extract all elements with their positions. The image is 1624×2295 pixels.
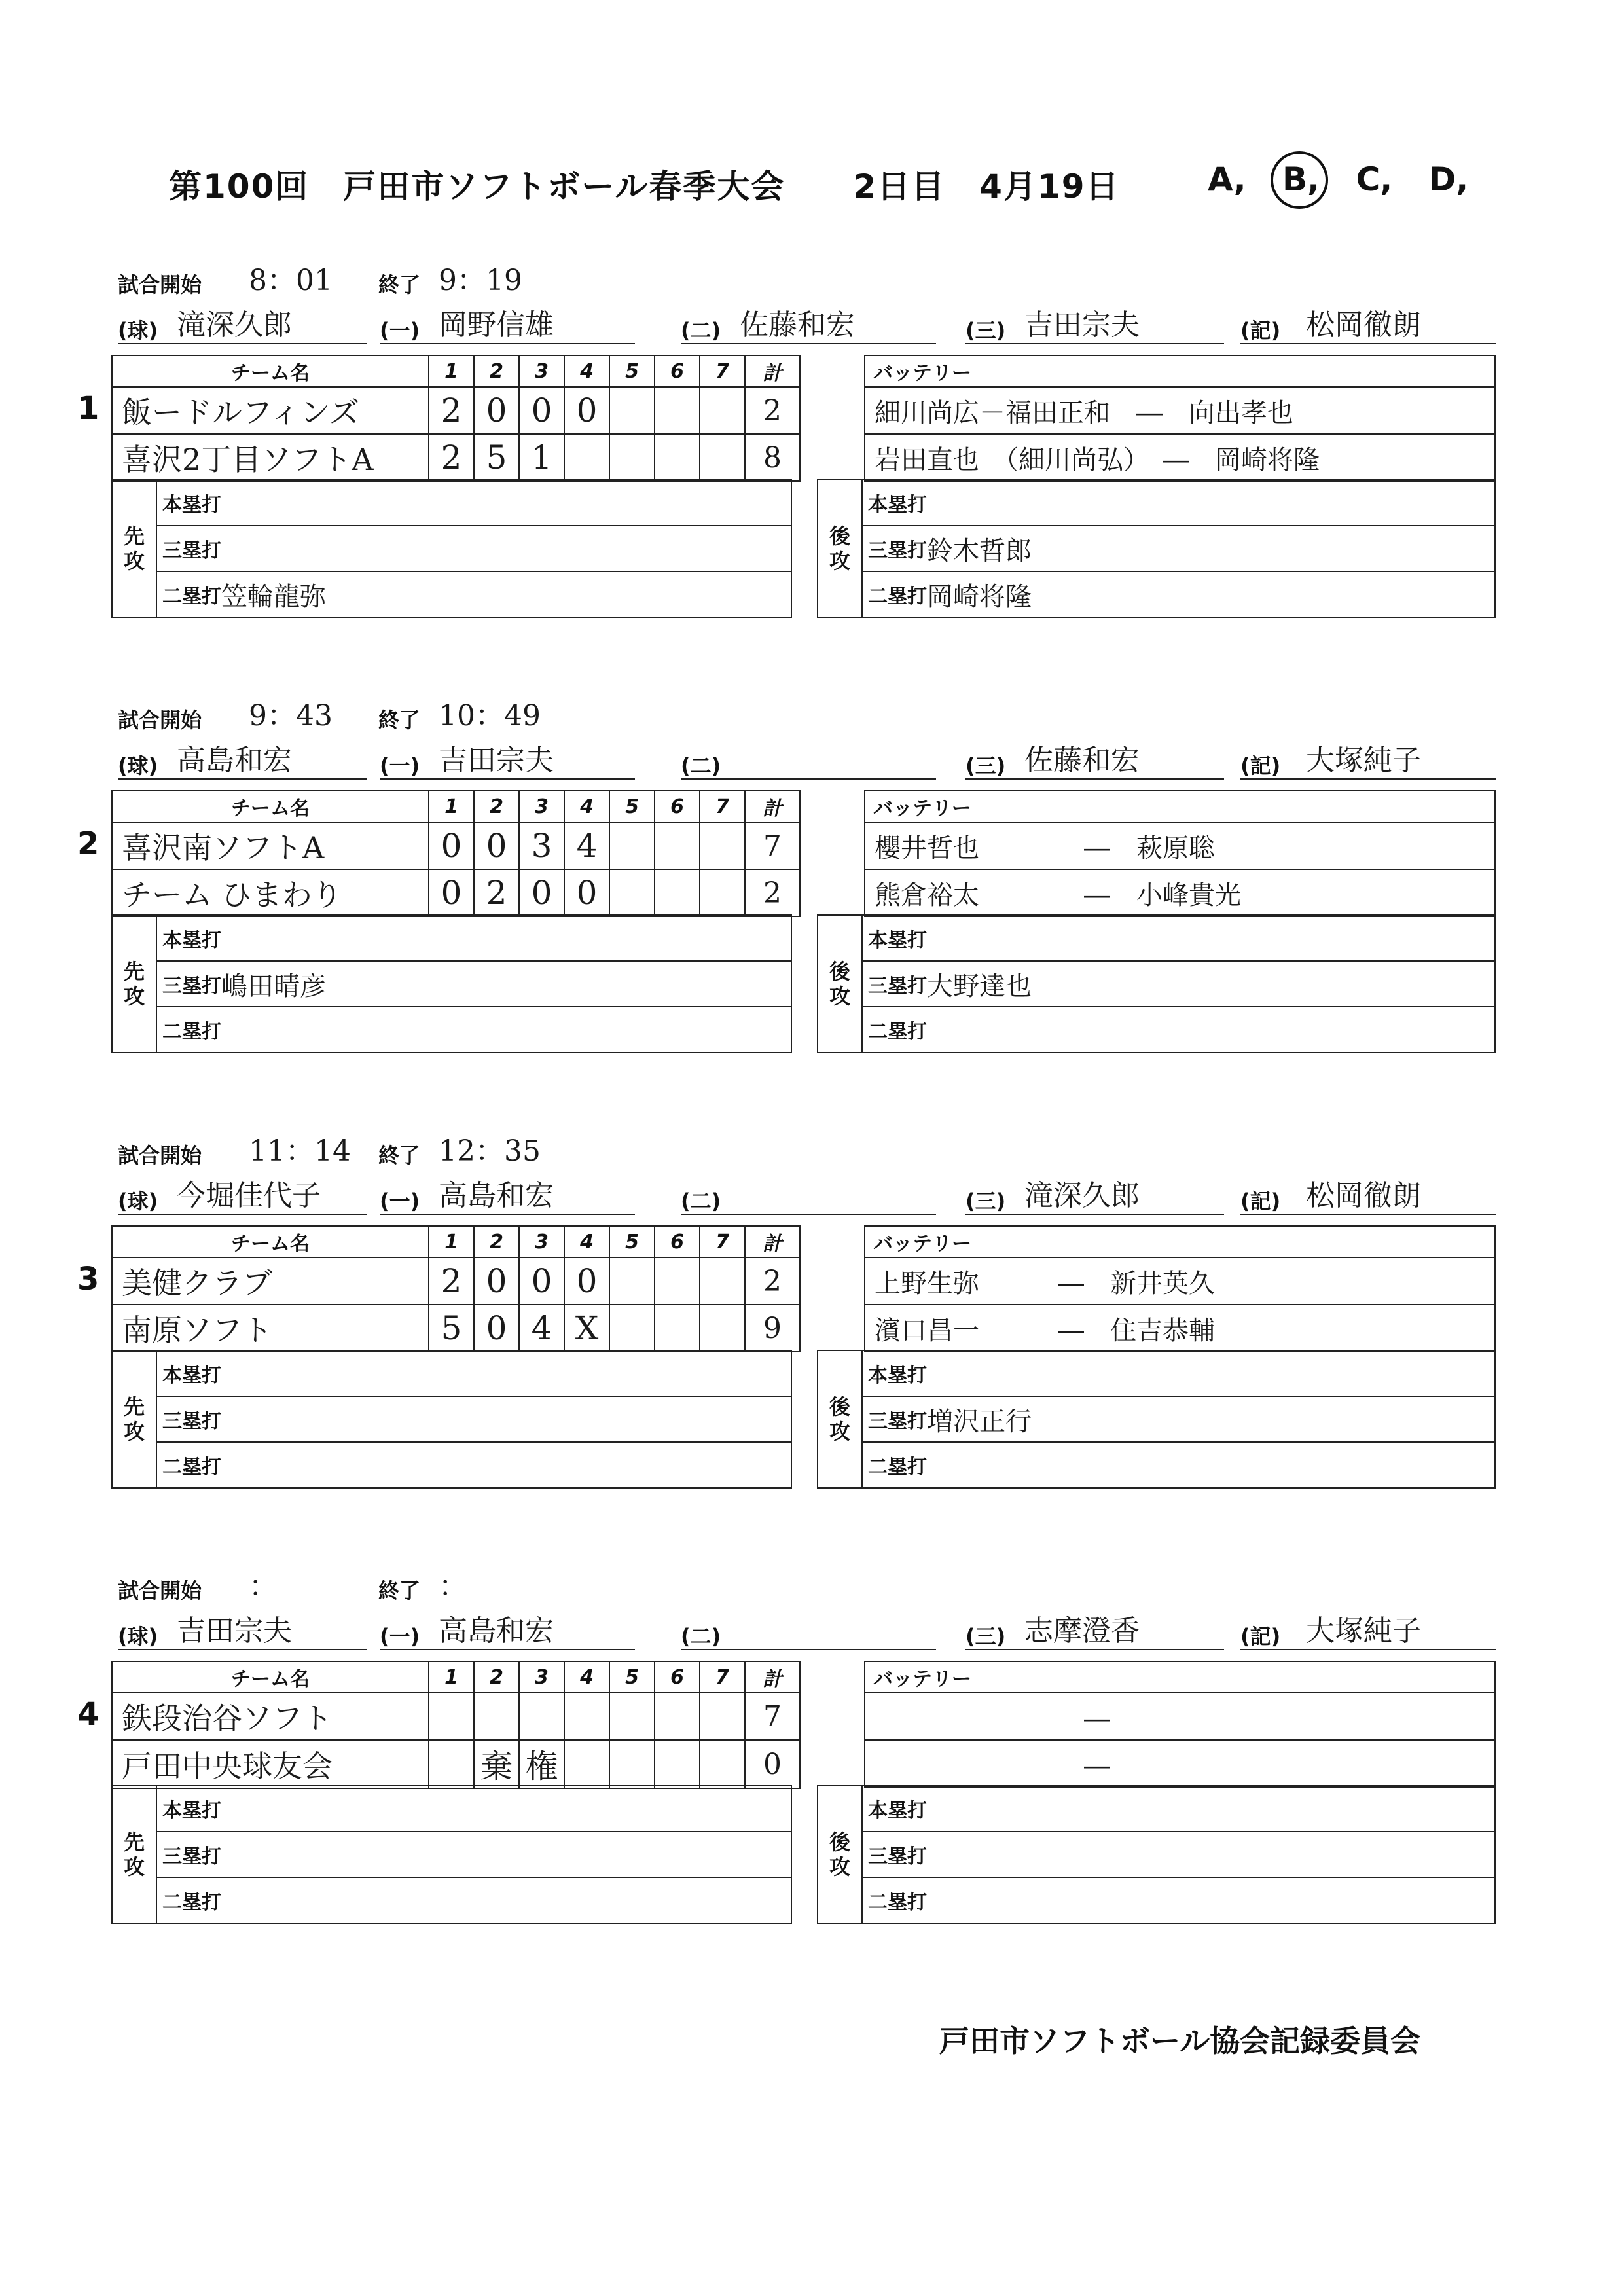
- umpire-row: [111, 735, 1496, 781]
- inning-score: [609, 434, 655, 481]
- battery-value: 細川尚広－福田正和 ― 向出孝也: [865, 387, 1495, 434]
- umpire-first: [380, 1606, 635, 1650]
- battery-header: バッテリー: [865, 1661, 1495, 1693]
- double-label: 二塁打: [156, 1877, 221, 1923]
- batting-order-label: 先 攻: [112, 1350, 156, 1488]
- inning-score: [429, 1740, 474, 1788]
- umpire-row: [111, 1170, 1496, 1216]
- inning-score: [474, 1693, 519, 1740]
- game-number: 2: [77, 825, 99, 862]
- umpire-third-name: 吉田宗夫: [1024, 308, 1140, 342]
- umpire-row: [111, 300, 1496, 346]
- umpire-third-label: (三): [965, 1624, 1006, 1649]
- umpire-ball-name: 滝深久郎: [177, 308, 292, 342]
- start-time: 8：01: [249, 264, 333, 297]
- batting-order-label: 後 攻: [818, 1786, 862, 1923]
- second-bat-hits-table: [817, 914, 1496, 1053]
- batting-order-label: 先 攻: [112, 915, 156, 1053]
- umpire-ball-label: (球): [118, 1624, 158, 1649]
- battery-value: 濱口昌一 ― 住吉恭輔: [865, 1305, 1495, 1352]
- inning-score: [655, 822, 700, 869]
- inning-score: [655, 869, 700, 916]
- inning-score: [564, 1693, 609, 1740]
- inning-score: [519, 1693, 564, 1740]
- umpire-third: [965, 735, 1224, 780]
- inning-score: 0: [474, 387, 519, 434]
- batting-order-label: 先 攻: [112, 1786, 156, 1923]
- inning-score: 0: [474, 1257, 519, 1305]
- inning-score: [609, 1257, 655, 1305]
- team-row: [112, 434, 800, 481]
- inning-score: [609, 822, 655, 869]
- homerun-value: [221, 1786, 791, 1832]
- inning-score: [609, 1305, 655, 1352]
- start-label: 試合開始: [118, 1143, 202, 1168]
- umpire-first-name: 岡野信雄: [439, 308, 554, 342]
- recorder-name: 大塚純子: [1306, 744, 1421, 777]
- first-bat-hits-table: [111, 914, 792, 1053]
- recorder-name: 大塚純子: [1306, 1614, 1421, 1648]
- game-number: 4: [77, 1696, 99, 1733]
- inning-score: 0: [474, 822, 519, 869]
- umpire-first-name: 吉田宗夫: [439, 744, 554, 777]
- umpire-third-label: (三): [965, 1189, 1006, 1214]
- double-label: 二塁打: [862, 571, 927, 617]
- inning-score: 0: [474, 1305, 519, 1352]
- inning-score: [429, 1693, 474, 1740]
- end-time: 10：49: [439, 699, 541, 732]
- total-score: 2: [745, 387, 800, 434]
- umpire-third-name: 佐藤和宏: [1024, 744, 1140, 777]
- team-name-header: チーム名: [112, 1661, 429, 1693]
- homerun-label: 本塁打: [156, 915, 221, 961]
- homerun-value: [927, 480, 1495, 526]
- inning-score: 2: [429, 434, 474, 481]
- inning-header: 6: [655, 1661, 700, 1693]
- inning-header: 7: [700, 1661, 745, 1693]
- second-bat-hits-table: [817, 1785, 1496, 1924]
- battery-value: 岩田直也 （細川尚弘） ― 岡崎将隆: [865, 434, 1495, 481]
- total-score: 0: [745, 1740, 800, 1788]
- inning-header: 2: [474, 1226, 519, 1257]
- team-name-header: チーム名: [112, 355, 429, 387]
- homerun-label: 本塁打: [156, 480, 221, 526]
- inning-score: 3: [519, 822, 564, 869]
- division-b-circled: B,: [1282, 160, 1320, 198]
- inning-score: 0: [564, 387, 609, 434]
- total-score: 2: [745, 1257, 800, 1305]
- team-name: チーム ひまわり: [112, 869, 429, 916]
- double-value: [221, 1007, 791, 1053]
- team-name: 飯ードルフィンズ: [112, 387, 429, 434]
- team-row: [112, 869, 800, 916]
- start-label: 試合開始: [118, 708, 202, 732]
- team-name-header: チーム名: [112, 1226, 429, 1257]
- battery-table: [864, 355, 1496, 482]
- triple-value: 大野達也: [927, 961, 1495, 1007]
- inning-score: [700, 434, 745, 481]
- double-label: 二塁打: [156, 1442, 221, 1488]
- team-row: [112, 1257, 800, 1305]
- double-value: [221, 1442, 791, 1488]
- umpire-ball-name: 今堀佳代子: [177, 1179, 321, 1212]
- division-a: A,: [1208, 160, 1246, 198]
- inning-header: 3: [519, 1226, 564, 1257]
- inning-score: [609, 869, 655, 916]
- umpire-first-label: (一): [380, 753, 420, 778]
- umpire-ball-name: 高島和宏: [177, 744, 292, 777]
- triple-value: [221, 526, 791, 571]
- umpire-second: [681, 1170, 936, 1215]
- inning-score: [564, 1740, 609, 1788]
- battery-value: 櫻井哲也 ― 萩原聡: [865, 822, 1495, 869]
- battery-header: バッテリー: [865, 355, 1495, 387]
- triple-value: 増沢正行: [927, 1396, 1495, 1442]
- recorder-label: (記): [1240, 318, 1281, 343]
- inning-score: 1: [519, 434, 564, 481]
- triple-label: 三塁打: [862, 526, 927, 571]
- double-label: 二塁打: [156, 1007, 221, 1053]
- start-label: 試合開始: [118, 1578, 202, 1603]
- triple-label: 三塁打: [156, 961, 221, 1007]
- umpire-first: [380, 735, 635, 780]
- battery-table: [864, 1661, 1496, 1788]
- batting-order-label: 後 攻: [818, 480, 862, 617]
- team-row: [112, 1740, 800, 1788]
- inning-score: [700, 1693, 745, 1740]
- triple-value: [221, 1396, 791, 1442]
- homerun-label: 本塁打: [862, 915, 927, 961]
- double-label: 二塁打: [156, 571, 221, 617]
- umpire-second-label: (二): [681, 1624, 721, 1649]
- inning-score: [700, 869, 745, 916]
- team-name: 南原ソフト: [112, 1305, 429, 1352]
- triple-label: 三塁打: [862, 1396, 927, 1442]
- triple-label: 三塁打: [862, 1832, 927, 1877]
- inning-score: 権: [519, 1740, 564, 1788]
- end-label: 終了: [378, 708, 421, 732]
- inning-score: X: [564, 1305, 609, 1352]
- double-label: 二塁打: [862, 1442, 927, 1488]
- double-value: 笠輪龍弥: [221, 571, 791, 617]
- inning-score: [655, 434, 700, 481]
- inning-score: [700, 1740, 745, 1788]
- umpire-third: [965, 300, 1224, 344]
- inning-score: 棄: [474, 1740, 519, 1788]
- second-bat-hits-table: [817, 1350, 1496, 1489]
- score-table: [111, 1661, 801, 1789]
- homerun-value: [927, 1786, 1495, 1832]
- score-table: [111, 790, 801, 917]
- homerun-value: [221, 915, 791, 961]
- inning-score: [609, 1740, 655, 1788]
- inning-score: [700, 1305, 745, 1352]
- inning-header: 7: [700, 1226, 745, 1257]
- inning-score: 5: [474, 434, 519, 481]
- start-label: 試合開始: [118, 272, 202, 297]
- inning-header: 2: [474, 1661, 519, 1693]
- inning-score: 0: [519, 1257, 564, 1305]
- recorder-name: 松岡徹朗: [1306, 308, 1421, 342]
- umpire-second-name: 佐藤和宏: [740, 308, 855, 342]
- team-name: 喜沢2丁目ソフトA: [112, 434, 429, 481]
- recorder: [1240, 735, 1496, 780]
- end-time: ：: [439, 1570, 467, 1603]
- recorder: [1240, 1606, 1496, 1650]
- umpire-second-label: (二): [681, 753, 721, 778]
- inning-score: 4: [519, 1305, 564, 1352]
- double-value: [221, 1877, 791, 1923]
- umpire-ball: [118, 300, 367, 344]
- total-score: 7: [745, 1693, 800, 1740]
- inning-header: 5: [609, 355, 655, 387]
- inning-score: 2: [429, 1257, 474, 1305]
- end-time: 12：35: [439, 1134, 541, 1168]
- inning-score: 0: [564, 1257, 609, 1305]
- total-score: 9: [745, 1305, 800, 1352]
- recorder: [1240, 300, 1496, 344]
- second-bat-hits-table: [817, 479, 1496, 618]
- team-row: [112, 822, 800, 869]
- recorder: [1240, 1170, 1496, 1215]
- battery-table: [864, 790, 1496, 917]
- triple-value: 鈴木哲郎: [927, 526, 1495, 571]
- inning-score: 4: [564, 822, 609, 869]
- triple-label: 三塁打: [156, 1832, 221, 1877]
- team-name: 美健クラブ: [112, 1257, 429, 1305]
- inning-header: 2: [474, 355, 519, 387]
- inning-score: [700, 387, 745, 434]
- umpire-third-label: (三): [965, 753, 1006, 778]
- division-d: D,: [1428, 160, 1469, 198]
- start-time: 9：43: [249, 699, 333, 732]
- inning-header: 4: [564, 1226, 609, 1257]
- umpire-third-name: 滝深久郎: [1024, 1179, 1140, 1212]
- inning-score: [655, 1693, 700, 1740]
- total-score: 8: [745, 434, 800, 481]
- inning-score: 0: [564, 869, 609, 916]
- umpire-ball: [118, 1170, 367, 1215]
- homerun-label: 本塁打: [862, 480, 927, 526]
- recorder-label: (記): [1240, 1189, 1281, 1214]
- inning-score: [700, 1257, 745, 1305]
- umpire-second: [681, 735, 936, 780]
- total-header: 計: [745, 1661, 800, 1693]
- umpire-first: [380, 300, 635, 344]
- inning-header: 4: [564, 791, 609, 822]
- double-value: [927, 1442, 1495, 1488]
- total-header: 計: [745, 791, 800, 822]
- double-value: [927, 1007, 1495, 1053]
- game-number: 3: [77, 1261, 99, 1297]
- end-label: 終了: [378, 1143, 421, 1168]
- inning-header: 6: [655, 1226, 700, 1257]
- recorder-name: 松岡徹朗: [1306, 1179, 1421, 1212]
- score-table: [111, 1225, 801, 1352]
- team-row: [112, 1693, 800, 1740]
- double-label: 二塁打: [862, 1877, 927, 1923]
- umpire-ball: [118, 1606, 367, 1650]
- umpire-third: [965, 1170, 1224, 1215]
- team-name-header: チーム名: [112, 791, 429, 822]
- umpire-ball-label: (球): [118, 318, 158, 343]
- end-label: 終了: [378, 1578, 421, 1603]
- homerun-label: 本塁打: [156, 1786, 221, 1832]
- team-row: [112, 387, 800, 434]
- umpire-ball-name: 吉田宗夫: [177, 1614, 292, 1648]
- inning-header: 2: [474, 791, 519, 822]
- umpire-first-label: (一): [380, 1624, 420, 1649]
- start-time: ：: [249, 1570, 278, 1603]
- batting-order-label: 後 攻: [818, 1350, 862, 1488]
- triple-label: 三塁打: [862, 961, 927, 1007]
- homerun-label: 本塁打: [156, 1350, 221, 1396]
- umpire-ball: [118, 735, 367, 780]
- umpire-second: [681, 300, 936, 344]
- inning-score: [655, 387, 700, 434]
- end-time: 9：19: [439, 264, 522, 297]
- umpire-first-label: (一): [380, 1189, 420, 1214]
- inning-header: 3: [519, 791, 564, 822]
- umpire-first: [380, 1170, 635, 1215]
- first-bat-hits-table: [111, 1785, 792, 1924]
- battery-value: 熊倉裕太 ― 小峰貴光: [865, 869, 1495, 916]
- battery-header: バッテリー: [865, 791, 1495, 822]
- batting-order-label: 先 攻: [112, 480, 156, 617]
- team-name: 鉄段治谷ソフト: [112, 1693, 429, 1740]
- inning-score: [700, 822, 745, 869]
- homerun-value: [927, 1350, 1495, 1396]
- inning-header: 3: [519, 1661, 564, 1693]
- umpire-third-label: (三): [965, 318, 1006, 343]
- division-c: C,: [1356, 160, 1393, 198]
- inning-header: 1: [429, 1226, 474, 1257]
- umpire-second: [681, 1606, 936, 1650]
- inning-header: 4: [564, 1661, 609, 1693]
- homerun-label: 本塁打: [862, 1786, 927, 1832]
- double-label: 二塁打: [862, 1007, 927, 1053]
- recorder-label: (記): [1240, 753, 1281, 778]
- total-score: 2: [745, 869, 800, 916]
- homerun-value: [927, 915, 1495, 961]
- umpire-first-name: 高島和宏: [439, 1614, 554, 1648]
- inning-header: 1: [429, 355, 474, 387]
- inning-header: 5: [609, 1226, 655, 1257]
- inning-score: [609, 1693, 655, 1740]
- recorder-label: (記): [1240, 1624, 1281, 1649]
- inning-score: [655, 1257, 700, 1305]
- inning-score: 0: [429, 869, 474, 916]
- inning-header: 6: [655, 791, 700, 822]
- end-label: 終了: [378, 272, 421, 297]
- triple-value: [927, 1832, 1495, 1877]
- umpire-row: [111, 1606, 1496, 1652]
- inning-score: 0: [519, 869, 564, 916]
- inning-score: [609, 387, 655, 434]
- footer-organization: 戸田市ソフトボール協会記録委員会: [939, 2023, 1421, 2059]
- team-name: 喜沢南ソフトA: [112, 822, 429, 869]
- homerun-value: [221, 480, 791, 526]
- homerun-value: [221, 1350, 791, 1396]
- inning-header: 3: [519, 355, 564, 387]
- first-bat-hits-table: [111, 479, 792, 618]
- inning-header: 5: [609, 1661, 655, 1693]
- game-number: 1: [77, 390, 99, 427]
- battery-table: [864, 1225, 1496, 1352]
- umpire-first-label: (一): [380, 318, 420, 343]
- inning-header: 4: [564, 355, 609, 387]
- umpire-second-label: (二): [681, 1189, 721, 1214]
- inning-score: 2: [429, 387, 474, 434]
- battery-value: ―: [865, 1693, 1495, 1740]
- inning-header: 5: [609, 791, 655, 822]
- umpire-second-label: (二): [681, 318, 721, 343]
- triple-label: 三塁打: [156, 1396, 221, 1442]
- umpire-ball-label: (球): [118, 753, 158, 778]
- inning-header: 1: [429, 1661, 474, 1693]
- inning-header: 7: [700, 791, 745, 822]
- triple-label: 三塁打: [156, 526, 221, 571]
- page-title: 第100回 戸田市ソフトボール春季大会 2日目 4月19日: [169, 168, 1120, 206]
- inning-score: [655, 1740, 700, 1788]
- start-time: 11：14: [249, 1134, 351, 1168]
- batting-order-label: 後 攻: [818, 915, 862, 1053]
- total-header: 計: [745, 1226, 800, 1257]
- inning-score: 0: [429, 822, 474, 869]
- inning-header: 7: [700, 355, 745, 387]
- double-value: 岡崎将隆: [927, 571, 1495, 617]
- battery-header: バッテリー: [865, 1226, 1495, 1257]
- umpire-third: [965, 1606, 1224, 1650]
- umpire-first-name: 高島和宏: [439, 1179, 554, 1212]
- umpire-third-name: 志摩澄香: [1024, 1614, 1140, 1648]
- triple-value: 嶋田晴彦: [221, 961, 791, 1007]
- team-name: 戸田中央球友会: [112, 1740, 429, 1788]
- team-row: [112, 1305, 800, 1352]
- total-header: 計: [745, 355, 800, 387]
- score-table: [111, 355, 801, 482]
- umpire-ball-label: (球): [118, 1189, 158, 1214]
- homerun-label: 本塁打: [862, 1350, 927, 1396]
- triple-value: [221, 1832, 791, 1877]
- inning-score: 0: [519, 387, 564, 434]
- battery-value: 上野生弥 ― 新井英久: [865, 1257, 1495, 1305]
- inning-header: 6: [655, 355, 700, 387]
- inning-score: [564, 434, 609, 481]
- inning-score: 5: [429, 1305, 474, 1352]
- double-value: [927, 1877, 1495, 1923]
- inning-header: 1: [429, 791, 474, 822]
- first-bat-hits-table: [111, 1350, 792, 1489]
- battery-value: ―: [865, 1740, 1495, 1787]
- division-selector: [1208, 160, 1493, 198]
- total-score: 7: [745, 822, 800, 869]
- inning-score: [655, 1305, 700, 1352]
- inning-score: 2: [474, 869, 519, 916]
